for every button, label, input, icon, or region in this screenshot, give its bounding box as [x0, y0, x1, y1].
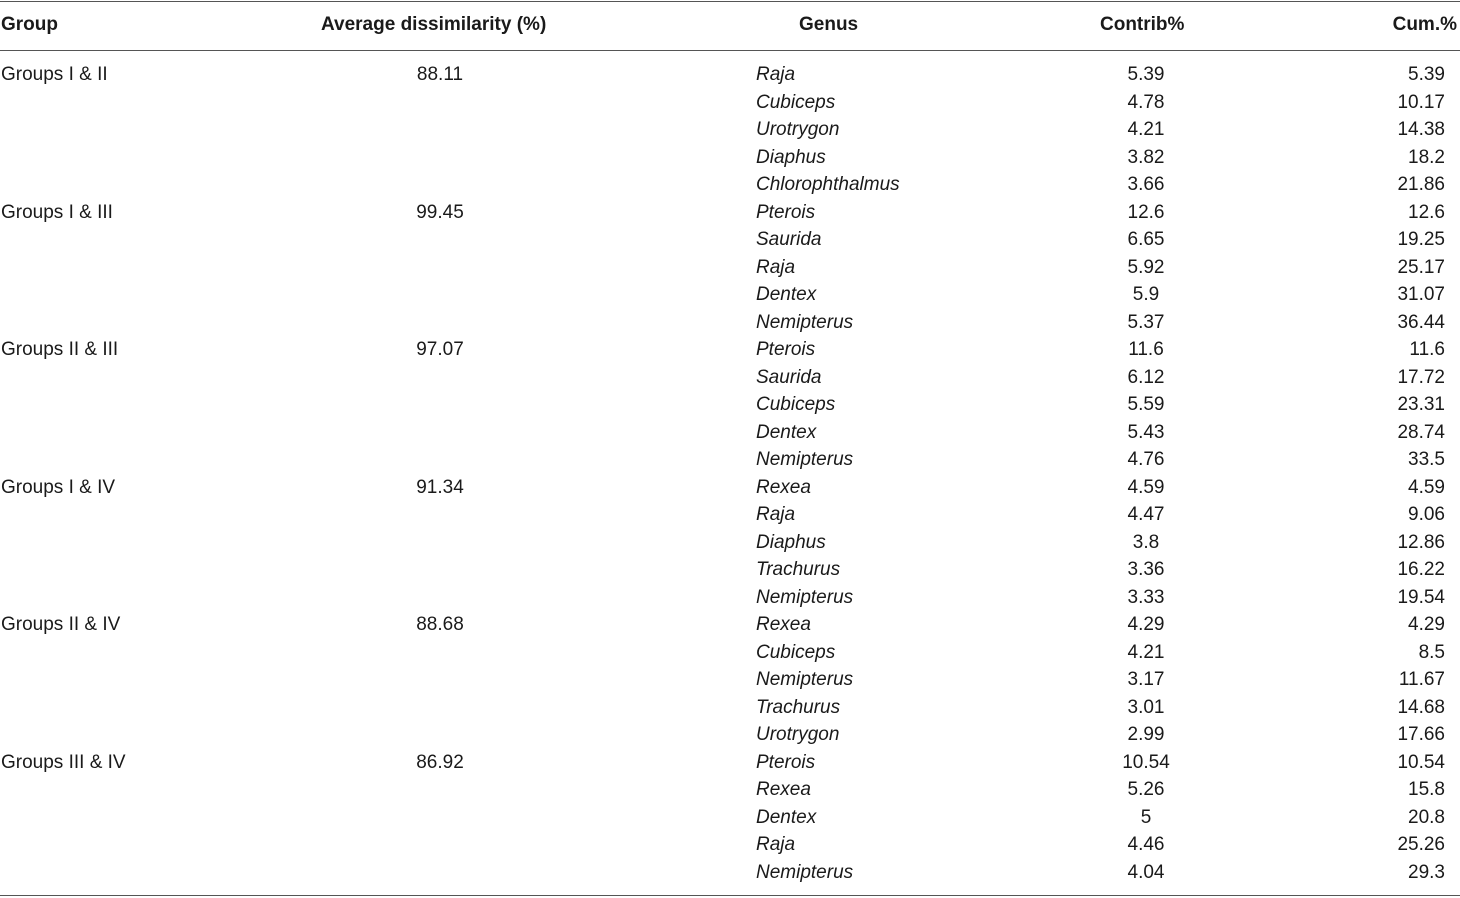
cell-group: Groups III & IV: [1, 751, 126, 773]
column-header-group: Group: [1, 14, 58, 35]
cell-cum: 19.25: [1397, 229, 1445, 250]
cell-genus: Rexea: [756, 779, 811, 800]
cell-contrib: 5.43: [1127, 421, 1165, 443]
table-header-row: [0, 0, 1460, 50]
cell-cum: 10.17: [1397, 91, 1445, 113]
cell-contrib: 12.6: [1127, 201, 1165, 223]
cell-genus: Nemipterus: [756, 311, 854, 333]
cell-genus: Saurida: [756, 229, 822, 250]
table-row: [0, 90, 1460, 118]
table-row: [0, 365, 1460, 393]
cell-contrib: 3.01: [1127, 696, 1165, 718]
cell-genus: Raja: [756, 256, 796, 278]
table-row: [0, 117, 1460, 145]
table-row: [0, 502, 1460, 530]
cell-cum: 16.22: [1397, 559, 1445, 580]
cell-contrib: 6.12: [1127, 366, 1165, 388]
cell-cum: 25.17: [1397, 256, 1445, 278]
cell-genus: Trachurus: [756, 559, 841, 580]
cell-genus: Diaphus: [756, 531, 826, 553]
cell-genus: Nemipterus: [756, 586, 854, 608]
cell-contrib: 4.21: [1127, 641, 1165, 663]
cell-contrib: 2.99: [1127, 724, 1165, 745]
cell-cum: 4.59: [1408, 476, 1445, 498]
cell-cum: 12.86: [1397, 531, 1445, 553]
cell-cum: 12.6: [1408, 201, 1445, 223]
cell-cum: 17.66: [1397, 724, 1445, 745]
cell-genus: Urotrygon: [756, 724, 840, 745]
table-row: [0, 860, 1460, 888]
table-row: [0, 585, 1460, 613]
cell-contrib: 5.59: [1127, 394, 1165, 415]
cell-contrib: 4.21: [1127, 119, 1165, 140]
table-row: [0, 832, 1460, 860]
cell-average-dissimilarity: 99.45: [416, 201, 464, 223]
cell-cum: 4.29: [1408, 614, 1445, 635]
cell-group: Groups I & II: [1, 64, 108, 85]
table-row: [0, 337, 1460, 365]
cell-contrib: 5: [1140, 806, 1152, 828]
column-header-average-dissimilarity: Average dissimilarity (%): [321, 14, 547, 35]
cell-contrib: 5.26: [1127, 779, 1165, 800]
cell-cum: 20.8: [1408, 806, 1445, 828]
cell-genus: Dentex: [756, 806, 817, 828]
cell-average-dissimilarity: 86.92: [416, 751, 464, 773]
cell-contrib: 10.54: [1122, 751, 1170, 773]
cell-genus: Saurida: [756, 366, 822, 388]
cell-genus: Dentex: [756, 421, 817, 443]
cell-genus: Raja: [756, 834, 796, 855]
table-row: [0, 145, 1460, 173]
cell-average-dissimilarity: 97.07: [416, 339, 464, 360]
cell-contrib: 5.92: [1127, 256, 1165, 278]
cell-cum: 5.39: [1408, 64, 1445, 85]
cell-genus: Cubiceps: [756, 641, 836, 663]
cell-contrib: 4.04: [1127, 861, 1165, 883]
table-row: [0, 557, 1460, 585]
cell-contrib: 4.78: [1127, 91, 1165, 113]
cell-cum: 36.44: [1397, 311, 1445, 333]
column-header-genus: Genus: [799, 14, 859, 35]
cell-cum: 17.72: [1397, 366, 1445, 388]
cell-contrib: 11.6: [1128, 339, 1164, 360]
table-row: [0, 530, 1460, 558]
cell-genus: Urotrygon: [756, 119, 840, 140]
cell-group: Groups II & IV: [1, 614, 121, 635]
cell-contrib: 4.29: [1127, 614, 1165, 635]
cell-genus: Raja: [756, 504, 796, 525]
cell-genus: Pterois: [756, 201, 816, 223]
cell-cum: 33.5: [1408, 449, 1445, 470]
cell-contrib: 4.47: [1127, 504, 1165, 525]
table-row: [0, 392, 1460, 420]
cell-genus: Nemipterus: [756, 669, 854, 690]
cell-cum: 21.86: [1397, 174, 1445, 195]
cell-contrib: 4.46: [1127, 834, 1165, 855]
cell-genus: Rexea: [756, 614, 811, 635]
table-row: [0, 695, 1460, 723]
table-row: [0, 475, 1460, 503]
cell-average-dissimilarity: 88.11: [416, 64, 464, 85]
cell-genus: Pterois: [756, 751, 816, 773]
cell-contrib: 3.33: [1127, 586, 1165, 608]
cell-cum: 18.2: [1408, 146, 1445, 168]
cell-genus: Dentex: [756, 284, 817, 305]
cell-contrib: 3.82: [1127, 146, 1165, 168]
cell-average-dissimilarity: 88.68: [416, 614, 464, 635]
cell-genus: Trachurus: [756, 696, 841, 718]
table-row: [0, 640, 1460, 668]
table-row: [0, 805, 1460, 833]
cell-contrib: 5.9: [1132, 284, 1160, 305]
cell-contrib: 3.8: [1132, 531, 1160, 553]
table-row: [0, 777, 1460, 805]
cell-cum: 23.31: [1397, 394, 1445, 415]
cell-group: Groups I & III: [1, 201, 113, 223]
cell-contrib: 4.59: [1127, 476, 1165, 498]
cell-cum: 29.3: [1408, 861, 1445, 883]
cell-genus: Nemipterus: [756, 861, 854, 883]
cell-cum: 10.54: [1397, 751, 1445, 773]
cell-genus: Cubiceps: [756, 91, 836, 113]
cell-genus: Nemipterus: [756, 449, 854, 470]
cell-cum: 8.5: [1418, 641, 1445, 663]
cell-contrib: 3.36: [1127, 559, 1165, 580]
table-header-rule: [0, 50, 1460, 51]
cell-cum: 11.67: [1398, 669, 1445, 690]
table-row: [0, 255, 1460, 283]
cell-group: Groups II & III: [1, 339, 119, 360]
cell-genus: Chlorophthalmus: [756, 174, 900, 195]
cell-average-dissimilarity: 91.34: [416, 476, 464, 498]
cell-genus: Pterois: [756, 339, 816, 360]
table-row: [0, 612, 1460, 640]
cell-cum: 31.07: [1397, 284, 1445, 305]
cell-contrib: 4.76: [1127, 449, 1165, 470]
cell-genus: Raja: [756, 64, 796, 85]
cell-genus: Rexea: [756, 476, 811, 498]
cell-cum: 15.8: [1408, 779, 1445, 800]
cell-contrib: 5.37: [1127, 311, 1165, 333]
cell-contrib: 5.39: [1127, 64, 1165, 85]
cell-contrib: 3.66: [1127, 174, 1165, 195]
cell-cum: 14.38: [1397, 119, 1445, 140]
table-body: [0, 62, 1460, 887]
table-row: [0, 722, 1460, 750]
cell-cum: 11.6: [1409, 339, 1445, 360]
table-row: [0, 62, 1460, 90]
cell-cum: 14.68: [1397, 696, 1445, 718]
cell-cum: 9.06: [1408, 504, 1445, 525]
table-row: [0, 310, 1460, 338]
cell-cum: 25.26: [1397, 834, 1445, 855]
table-row: [0, 750, 1460, 778]
cell-contrib: 6.65: [1127, 229, 1165, 250]
table-row: [0, 667, 1460, 695]
cell-group: Groups I & IV: [1, 476, 116, 498]
table-row: [0, 282, 1460, 310]
cell-genus: Cubiceps: [756, 394, 836, 415]
table-bottom-rule: [0, 895, 1460, 896]
column-header-cum: Cum.%: [1392, 14, 1457, 35]
table-row: [0, 227, 1460, 255]
cell-genus: Diaphus: [756, 146, 826, 168]
column-header-contrib: Contrib%: [1100, 14, 1185, 35]
table-row: [0, 200, 1460, 228]
cell-cum: 19.54: [1397, 586, 1445, 608]
table-row: [0, 447, 1460, 475]
cell-contrib: 3.17: [1127, 669, 1165, 690]
table-row: [0, 420, 1460, 448]
cell-cum: 28.74: [1397, 421, 1445, 443]
table-row: [0, 172, 1460, 200]
